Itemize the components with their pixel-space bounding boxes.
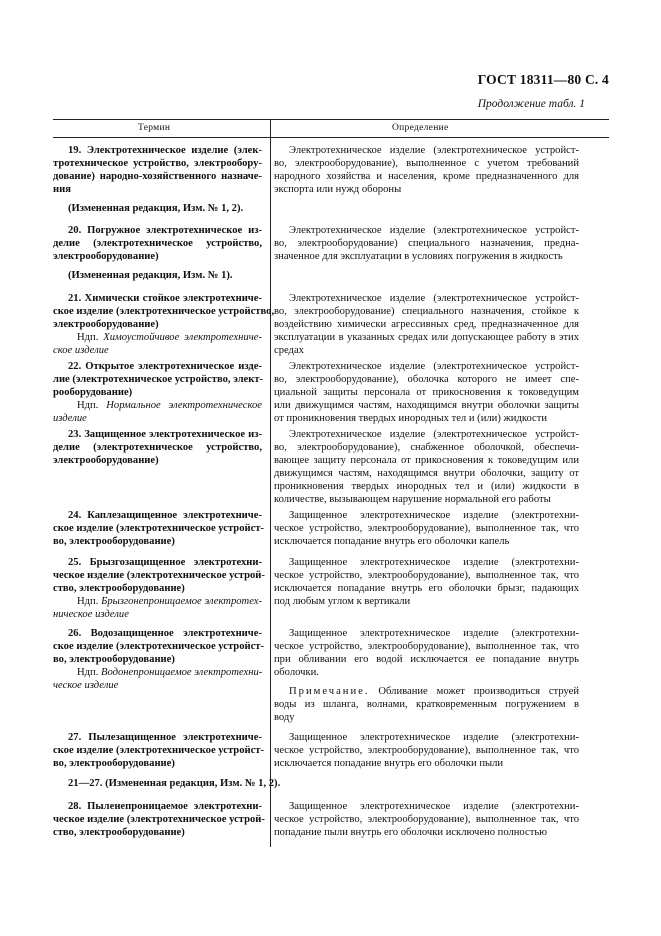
ndp-21: Ндп. Химоустойчивое электротехниче- bbox=[77, 331, 262, 343]
definition-28: Защищенное электротехническое изделие (электротехни- ческое устройство, электрооборудование), выполненное так, что попадание пыли внутрь его оболочки исключено полностью bbox=[274, 801, 579, 838]
definition-27: Защищенное электротехническое изделие (электротехни- ческое устройство, электрооборудование), выполненное так, что исключается попадание внутрь его оболочки пыли bbox=[274, 732, 579, 769]
term-25: 25. Брызгозащищенное электротехни- ческое изделие (электротехническое устрой- ство, электрооборудование) Ндп. Брызгонепроницаемое электротех- ническое изделие bbox=[53, 557, 265, 620]
term-27: 27. Пылезащищенное электротехниче- ское изделие (электротехническое устройст- во, электрооборудование) bbox=[53, 732, 265, 769]
definition-24: Защищенное электротехническое изделие (электротехни- ческое устройство, электрооборудование), выполненное так, что исключается попадание внутрь его оболочки капель bbox=[274, 510, 579, 547]
term-26: 26. Водозащищенное электротехниче- ское изделие (электротехническое устройст- во, электрооборудование) Ндп. Водонепроницаемое электротехни- ческое изделие bbox=[53, 628, 265, 691]
definition-23: Электротехническое изделие (электротехническое устройст- во, электрооборудование), снабженное оболочкой, обеспечи- вающее защиту персонала от прикосновения к токоведущим или движущимся частям, находящимся внутри оболочки, защиту от проникновения твердых инородных тел и (или) жидкости в количестве, вызывающем нарушение нормальной его работы bbox=[274, 429, 579, 505]
amendment-19: (Измененная редакция, Изм. № 1, 2). bbox=[68, 203, 244, 214]
ndp-22: Ндп. Нормальное электротехническое bbox=[77, 399, 262, 411]
definition-19: Электротехническое изделие (электротехническое устройст- во, электрооборудование), выполненное с учетом требований народного хозяйства и населения, кроме предназначенного для экспорта или нужд обороны bbox=[274, 145, 579, 195]
ndp-26: Ндп. Водонепроницаемое электротехни- bbox=[77, 666, 263, 678]
definition-22: Электротехническое изделие (электротехническое устройст- во, электрооборудование), оболочка которого не имеет спе- циальной защиты персонала от прикосновения к токоведущим или движущимся частям, находящимся внутри оболочки защиты от проникновения твердых инородных тел и (или) жидкости bbox=[274, 361, 579, 424]
term-19: 19. Электротехническое изделие (элек- тротехническое устройство, электрообору- дование) народно-хозяйственного назначе- ния bbox=[53, 145, 262, 195]
table-continuation-label: Продолжение табл. 1 bbox=[477, 98, 585, 110]
term-23: 23. Защищенное электротехническое из- делие (электротехническое устройство, электрооборудование) bbox=[53, 429, 262, 466]
term-20: 20. Погружное электротехническое из- делие (электротехническое устройство, электрооборудование) bbox=[53, 225, 262, 262]
note-26: Примечание. Обливание может производиться струей воды из шланга, волнами, кратковременным погружением в воду bbox=[274, 686, 580, 723]
term-21: 21. Химически стойкое электротехниче- ское изделие (электротехническое устройство, электрооборудование) Ндп. Химоустойчивое электротехниче- ское изделие bbox=[53, 293, 275, 356]
table-top-rule bbox=[53, 119, 609, 120]
definition-20: Электротехническое изделие (электротехническое устройст- во, электрооборудование) специального назначения, предна- значенное для эксплуатации в условиях погружения в жидкость bbox=[274, 225, 579, 262]
term-22: 22. Открытое электротехническое изде- лие (электротехническое устройство, элект- рооборудование) Ндп. Нормальное электротехническое изделие bbox=[53, 361, 264, 424]
term-24: 24. Каплезащищенное электротехниче- ское изделие (электротехническое устройст- во, электрооборудование) bbox=[53, 510, 265, 547]
term-28: 28. Пыленепроницаемое электротехни- ческое изделие (электротехническое устрой- ство, электрооборудование) bbox=[53, 801, 265, 838]
column-header-term: Термин bbox=[138, 123, 171, 133]
amendment-20: (Измененная редакция, Изм. № 1). bbox=[68, 270, 233, 281]
document-header: ГОСТ 18311—80 С. 4 bbox=[477, 72, 609, 87]
definition-25: Защищенное электротехническое изделие (электротехни- ческое устройство, электрооборудование), выполненное так, что исключается попадание внутрь его оболочки брызг, падающих под любым углом к вертикали bbox=[274, 557, 579, 607]
table-header-rule bbox=[53, 137, 609, 138]
definition-21: Электротехническое изделие (электротехническое устройст- во, электрооборудование) специального назначения, стойкое к воздействию химически агрессивных сред, предназначенное для эксплуатации в указанных средах или допускающее работу в этих средах bbox=[274, 293, 579, 356]
column-divider bbox=[270, 119, 271, 847]
definition-26: Защищенное электротехническое изделие (электротехни- ческое устройство, электрооборудование), выполненное так, что при обливании его водой исключается ее попадание внутрь оболочки. bbox=[274, 628, 579, 678]
ndp-25: Ндп. Брызгонепроницаемое электротех- bbox=[77, 595, 262, 607]
amendment-21-27: 21—27. (Измененная редакция, Изм. № 1, 2). bbox=[68, 778, 281, 789]
column-header-definition: Определение bbox=[392, 123, 449, 133]
